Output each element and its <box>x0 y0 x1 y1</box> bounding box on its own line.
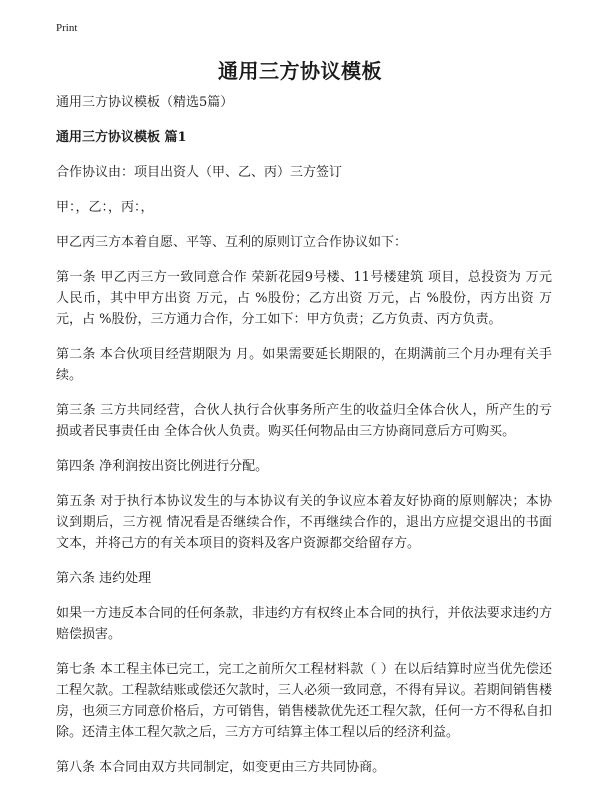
paragraph: 第六条 违约处理 <box>56 571 152 586</box>
document-subtitle: 通用三方协议模板（精选5篇） <box>56 95 234 110</box>
document-title: 通用三方协议模板 <box>218 59 382 83</box>
print-label: Print <box>56 22 78 34</box>
paragraph: 甲：，乙：，丙：， <box>56 200 154 215</box>
section-heading: 通用三方协议模板 篇1 <box>56 130 187 145</box>
paragraph: 甲乙丙三方本着自愿、平等、互利的原则订立合作协议如下： <box>56 235 408 250</box>
paragraph: 第八条 本合同由双方共同制定，如变更由三方共同协商。 <box>56 760 386 775</box>
paragraph: 第七条 本工程主体已完工，完工之前所欠工程材料款（ ）在以后结算时应当优先偿还工程欠款。工程款结账或偿还欠款时，三人必须一致同意，不得有异议。若期间销售楼房，也须三方同意价格后，方可销售，销售楼款优先还工程欠款，任何一方不得私自扣除。还清主体工程欠款之后，三方方可结算主体工程以后的经济利益。 <box>56 662 552 740</box>
paragraph: 第三条 三方共同经营，合伙人执行合伙事务所产生的收益归全体合伙人，所产生的亏损或者民事责任由 全体合伙人负责。购买任何物品由三方协商同意后方可购买。 <box>56 403 552 439</box>
paragraph: 如果一方违反本合同的任何条款，非违约方有权终止本合同的执行，并依法要求违约方赔偿损害。 <box>56 606 552 642</box>
paragraph: 合作协议由：项目出资人（甲、乙、丙）三方签订 <box>56 165 343 180</box>
paragraph: 第五条 对于执行本协议发生的与本协议有关的争议应本着友好协商的原则解决；本协议到期后，三方视 情况看是否继续合作，不再继续合作的，退出方应提交退出的书面文本，并将己方的有关本项目的资料及客户资源都交给留存方。 <box>56 494 552 551</box>
paragraph: 第一条 甲乙丙三方一致同意合作 荣新花园9号楼、11号楼建筑 项目，总投资为 万元人民币，其中甲方出资 万元，占 %股份；乙方出资 万元，占 %股份，丙方出资 万元，占 %股份，三方通力合作，分工如下：甲方负责；乙方负责、丙方负责。 <box>56 270 552 327</box>
document-body <box>56 92 552 792</box>
paragraph: 第四条 净利润按出资比例进行分配。 <box>56 459 269 474</box>
paragraph: 第二条 本合伙项目经营期限为 月。如果需要延长期限的，在期满前三个月办理有关手续。 <box>56 347 552 383</box>
